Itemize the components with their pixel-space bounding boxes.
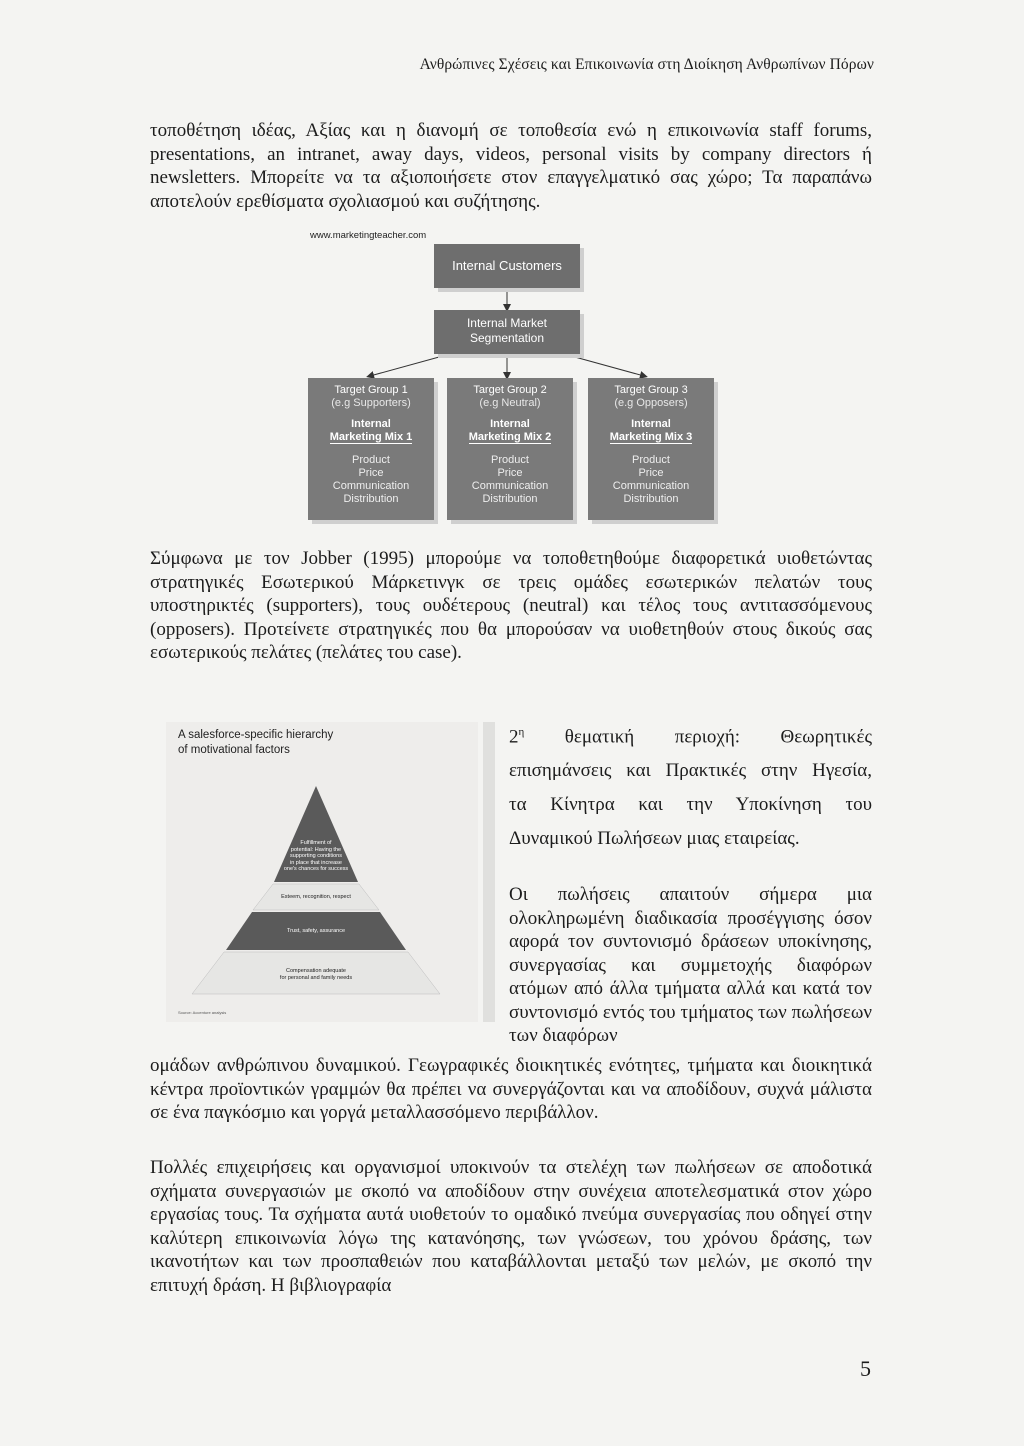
arrow-to-group-3: [564, 354, 644, 376]
target-group-2: [447, 378, 573, 520]
pyramid-label-3: [256, 928, 376, 935]
pyramid-label-line: in place that increase: [290, 859, 342, 866]
paragraph-sales-wrapped: Οι πωλήσεις απαιτούν σήμερα μια ολοκληρωμένη διαδικασία προσέγγισης όσον αφορά τον συντονισμό δράσεων υποκίνησης, συνεργασίας και συμμετοχής διαφόρων ατόμων από άλλα τμήματα αλλά και κατά τον συντονισμό εντός του τμήματος των πωλήσεων των διαφόρων: [509, 884, 872, 1046]
group-list-item: Price: [638, 467, 664, 479]
pyramid-label-line: one's chances for success: [283, 866, 349, 872]
group-mix-line-2: Marketing Mix 2: [468, 431, 552, 443]
segmentation-box: [434, 310, 580, 354]
pyramid-label-line: potential: Having the: [290, 846, 342, 853]
diagram-source: www.marketingteacher.com: [310, 230, 427, 241]
topic-ordinal: η: [518, 726, 525, 738]
group-list-item: Product: [632, 454, 670, 466]
group-title: Target Group 2: [473, 384, 547, 396]
group-list-item: Communication: [332, 480, 410, 492]
paragraph-cooperation: [150, 1156, 872, 1297]
page-number: 5: [860, 1356, 871, 1381]
group-list-item: Distribution: [482, 493, 538, 505]
group-subtitle: (e.g Supporters): [331, 397, 411, 409]
arrow-to-group-1: [370, 354, 450, 376]
topic-line-1-text: θεματική περιοχή: Θεωρητικές: [564, 726, 872, 748]
topic-heading: [509, 715, 872, 856]
pyramid-label-line: supporting conditions: [290, 853, 342, 859]
group-list-item: Price: [358, 467, 384, 479]
topic-line-2: επισημάνσεις και Πρακτικές στην Ηγεσία,: [509, 760, 872, 782]
group-subtitle: (e.g Opposers): [614, 397, 688, 409]
pyramid-title-line-2: of motivational factors: [178, 744, 290, 756]
target-group-1: [308, 378, 434, 520]
motivation-pyramid-figure: [166, 722, 478, 1022]
topic-line-3: τα Κίνητρα και την Υποκίνηση του: [509, 794, 872, 816]
group-mix: [447, 418, 573, 444]
target-group-3: [588, 378, 714, 520]
pyramid-title-line-1: A salesforce-specific hierarchy: [178, 729, 334, 741]
group-list-item: Distribution: [623, 493, 679, 505]
internal-customers-box: Internal Customers: [434, 244, 580, 288]
group-list-item: Communication: [471, 480, 549, 492]
pyramid-label-line: Fulfillment of: [300, 840, 332, 846]
group-mix-line-1: Internal: [351, 418, 391, 430]
pyramid-source: Source: Accenture analysis: [178, 1010, 227, 1015]
group-subtitle: (e.g Neutral): [479, 397, 541, 409]
topic-number: 2: [509, 726, 519, 748]
paragraph-jobber-text: Σύμφωνα με τον Jobber (1995) μπορούμε να τοποθετηθούμε διαφορετικά υιοθετώντας στρατηγικές Εσωτερικού Μάρκετινγκ σε τρεις ομάδες εσωτερικών πελατών τους υποστηρικτές (supporters), τους ουδέτερους (neutral) και τέλος τους αντιτασσόμενους (opposers). Προτείνετε στρατηγικές που θα μπορούσαν να υιοθετηθούν στους δικούς σας εσωτερικούς πελάτες (πελάτες του case).: [150, 548, 872, 663]
group-mix-line-1: Internal: [631, 418, 671, 430]
internal-marketing-diagram: [300, 222, 730, 537]
group-mix: [308, 418, 434, 444]
pyramid-label-line: Compensation adequate: [286, 968, 346, 974]
figure-shadow: [483, 722, 495, 1022]
paragraph-sales-continued-text: ομάδων ανθρώπινου δυναμικού. Γεωγραφικές διοικητικές ενότητες, τμήματα και διοικητικά κέντρα προϊοντικών γραμμών θα πρέπει να συνεργάζονται και να αποδίδουν, συχνά μάλιστα σε ένα παγκόσμιο και γοργά μεταλλασσόμενο περιβάλλον.: [150, 1055, 872, 1123]
segmentation-line-2: Segmentation: [469, 331, 545, 345]
group-mix-line-2: Marketing Mix 3: [609, 431, 693, 443]
pyramid-label-4: [256, 968, 376, 981]
pyramid-label-1: [281, 840, 351, 873]
group-mix: [588, 418, 714, 444]
group-list: [447, 454, 573, 506]
group-list: [588, 454, 714, 506]
group-list-item: Product: [491, 454, 529, 466]
pyramid-label-line: Trust, safety, assurance: [286, 928, 346, 934]
group-list-item: Price: [497, 467, 523, 479]
paragraph-sales-continued: [150, 1054, 872, 1125]
pyramid-label-2: [256, 894, 376, 901]
topic-line-4: Δυναμικού Πωλήσεων μιας εταιρείας.: [509, 828, 800, 850]
topic-line-1: [509, 715, 872, 754]
paragraph-cooperation-text: Πολλές επιχειρήσεις και οργανισμοί υποκινούν τα στελέχη των πωλήσεων σε αποδοτικά σχήματα συνεργασιών με σκοπό να αποδίδουν στην συνέχεια αποτελεσματικά στον χώρο εργασίας τους. Τα σχήματα αυτά υιοθετούν το ομαδικό πνεύμα συνεργασίας που οδηγεί στην καλύτερη επικοινωνία λόγω της κατανόησης, των γνώσεων, του χρόνου δράσης, των ικανοτήτων και των προσπαθειών που καταβάλλονται μεταξύ των μελών, με σκοπό την επιτυχή δράση. Η βιβλιογραφία: [150, 1157, 872, 1296]
pyramid-label-line: for personal and family needs: [279, 974, 353, 981]
group-title: Target Group 3: [614, 384, 688, 396]
paragraph-intro-text: τοποθέτηση ιδέας, Αξίας και η διανομή σε τοποθεσία ενώ η επικοινωνία staff forums, presentations, an intranet, away days, videos, personal visits by company directors ή newsletters. Μπορείτε να τα αξιοποιήσετε στον επαγγελματικό σας χώρο; Τα παραπάνω αποτελούν ερεθίσματα σχολιασμού και συζήτησης.: [150, 120, 872, 212]
paragraph-intro: [150, 119, 872, 213]
group-list-item: Distribution: [343, 493, 399, 505]
group-list-item: Communication: [612, 480, 690, 492]
paragraph-jobber: [150, 547, 872, 665]
group-mix-line-1: Internal: [490, 418, 530, 430]
group-list: [308, 454, 434, 506]
group-title: Target Group 1: [334, 384, 408, 396]
segmentation-line-1: Internal Market: [466, 316, 548, 330]
pyramid-label-line: Esteem, recognition, respect: [281, 894, 351, 900]
running-header: Ανθρώπινες Σχέσεις και Επικοινωνία στη Διοίκηση Ανθρωπίνων Πόρων: [419, 56, 874, 73]
group-list-item: Product: [352, 454, 390, 466]
group-mix-line-2: Marketing Mix 1: [329, 431, 413, 443]
